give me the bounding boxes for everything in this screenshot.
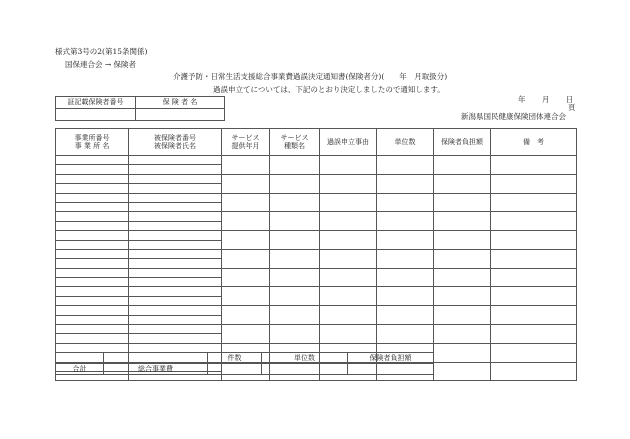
table-row	[56, 231, 577, 240]
table-cell	[434, 343, 491, 362]
date-month: 月	[541, 95, 550, 104]
column-header	[222, 129, 270, 156]
table-cell	[129, 231, 222, 240]
table-cell	[129, 156, 222, 165]
summary-units-label: 単位数	[262, 353, 348, 364]
table-cell	[129, 278, 222, 287]
table-cell	[129, 221, 222, 230]
date-line	[518, 96, 573, 104]
table-cell	[222, 249, 270, 268]
table-cell	[491, 343, 577, 362]
table-cell	[56, 184, 129, 193]
table-cell	[320, 249, 377, 268]
table-cell	[129, 193, 222, 202]
table-row	[56, 174, 577, 183]
table-cell	[129, 287, 222, 296]
column-header-line1: 備 考	[523, 137, 544, 146]
summary-total-label: 合計	[56, 364, 104, 375]
column-header	[270, 129, 320, 156]
table-body	[56, 156, 577, 381]
column-header-line1: 事業所番号	[74, 133, 110, 142]
table-cell	[270, 212, 320, 231]
table-cell	[56, 287, 129, 296]
table-cell	[56, 296, 129, 305]
table-cell	[56, 306, 129, 315]
table-cell	[270, 325, 320, 344]
table-cell	[377, 306, 434, 325]
table-cell	[377, 287, 434, 306]
decision-table	[55, 128, 577, 381]
table-cell	[377, 268, 434, 287]
table-cell	[56, 174, 129, 183]
table-cell	[434, 193, 491, 212]
insurer-number-value	[56, 109, 136, 121]
summary-category-label: 総合事業費	[104, 364, 208, 375]
table-cell	[491, 212, 577, 231]
table-cell	[270, 306, 320, 325]
table-cell	[434, 325, 491, 344]
table-cell	[56, 221, 129, 230]
table-cell	[434, 156, 491, 175]
table-cell	[270, 174, 320, 193]
table-cell	[491, 231, 577, 250]
table-cell	[222, 231, 270, 250]
summary-burden-label: 保険者負担額	[348, 353, 434, 364]
table-row	[56, 212, 577, 221]
table-cell	[56, 259, 129, 268]
table-row	[56, 325, 577, 334]
table-cell	[491, 362, 577, 381]
table-cell	[270, 287, 320, 306]
table-cell	[56, 240, 129, 249]
table-cell	[222, 193, 270, 212]
table-cell	[434, 249, 491, 268]
route-text: 国保連合会 → 保険者	[65, 60, 137, 69]
table-cell	[377, 325, 434, 344]
table-cell	[434, 212, 491, 231]
table-cell	[56, 325, 129, 334]
table-cell	[491, 193, 577, 212]
table-cell	[56, 231, 129, 240]
table-cell	[129, 240, 222, 249]
insurer-name-label: 保 険 者 名	[136, 97, 225, 109]
table-cell	[491, 156, 577, 175]
table-cell	[129, 174, 222, 183]
summary-burden-value	[348, 364, 434, 375]
summary-table	[55, 352, 434, 375]
table-row	[56, 249, 577, 258]
table-row	[56, 287, 577, 296]
table-cell	[56, 315, 129, 324]
summary-count-value	[208, 364, 262, 375]
column-header-line1: サービス	[231, 133, 260, 142]
table-cell	[491, 174, 577, 193]
table-header-row	[56, 129, 577, 156]
column-header-line1: 保険者負担額	[441, 137, 483, 146]
table-cell	[129, 212, 222, 221]
table-cell	[320, 193, 377, 212]
table-cell	[270, 156, 320, 175]
table-cell	[320, 287, 377, 306]
column-header-line1: 過誤申立事由	[327, 137, 369, 146]
table-cell	[129, 268, 222, 277]
summary-units-value	[262, 364, 348, 375]
table-cell	[56, 202, 129, 211]
insurer-info-table	[55, 96, 225, 121]
table-cell	[320, 268, 377, 287]
insurer-name-value	[136, 109, 225, 121]
table-cell	[434, 306, 491, 325]
table-cell	[222, 212, 270, 231]
table-cell	[320, 156, 377, 175]
column-header	[434, 129, 491, 156]
table-cell	[377, 193, 434, 212]
table-cell	[129, 334, 222, 343]
table-cell	[222, 156, 270, 175]
summary-blank-2	[104, 353, 208, 364]
table-cell	[222, 174, 270, 193]
column-header-line1: サービス	[280, 133, 309, 142]
table-cell	[129, 184, 222, 193]
column-header-line2: 被保険者氏名	[154, 142, 196, 150]
table-cell	[320, 174, 377, 193]
table-cell	[434, 231, 491, 250]
insurer-number-label: 証記載保険者番号	[56, 97, 136, 109]
table-cell	[434, 174, 491, 193]
table-cell	[434, 268, 491, 287]
table-cell	[129, 259, 222, 268]
column-header	[129, 129, 222, 156]
table-row	[56, 268, 577, 277]
table-cell	[491, 287, 577, 306]
table-cell	[320, 306, 377, 325]
table-cell	[129, 315, 222, 324]
page-label: 頁	[568, 103, 576, 112]
table-cell	[222, 268, 270, 287]
table-cell	[129, 165, 222, 174]
table-cell	[270, 268, 320, 287]
date-day: 日	[565, 95, 574, 104]
form-number: 様式第3号の2(第15条関係)	[55, 47, 148, 56]
table-cell	[56, 278, 129, 287]
column-header-line1: 単位数	[394, 137, 416, 146]
table-cell	[56, 334, 129, 343]
table-cell	[491, 306, 577, 325]
table-cell	[491, 249, 577, 268]
table-row	[56, 156, 577, 165]
table-cell	[222, 325, 270, 344]
table-cell	[270, 193, 320, 212]
table-cell	[270, 231, 320, 250]
column-header-line2: 事 業 所 名	[74, 142, 110, 150]
table-cell	[491, 325, 577, 344]
table-cell	[56, 212, 129, 221]
table-cell	[129, 202, 222, 211]
table-cell	[377, 249, 434, 268]
table-cell	[377, 156, 434, 175]
column-header	[491, 129, 577, 156]
table-cell	[56, 165, 129, 174]
date-year: 年	[518, 95, 526, 104]
table-cell	[434, 362, 491, 381]
summary-count-label: 件数	[208, 353, 262, 364]
column-header-line2: 種類名	[284, 142, 305, 150]
column-header	[56, 129, 129, 156]
table-cell	[320, 212, 377, 231]
table-row	[56, 193, 577, 202]
table-cell	[377, 212, 434, 231]
table-row	[56, 306, 577, 315]
table-cell	[129, 306, 222, 315]
table-cell	[56, 249, 129, 258]
table-cell	[491, 268, 577, 287]
table-cell	[56, 193, 129, 202]
table-cell	[320, 325, 377, 344]
table-cell	[320, 231, 377, 250]
table-cell	[129, 249, 222, 258]
table-cell	[129, 296, 222, 305]
table-cell	[56, 156, 129, 165]
summary-blank-1	[56, 353, 104, 364]
issuer-name: 新潟県国民健康保険団体連合会	[461, 112, 566, 121]
table-cell	[222, 306, 270, 325]
table-cell	[270, 249, 320, 268]
column-header	[377, 129, 434, 156]
table-cell	[56, 268, 129, 277]
table-cell	[222, 287, 270, 306]
table-cell	[434, 287, 491, 306]
table-cell	[377, 174, 434, 193]
table-cell	[129, 325, 222, 334]
column-header	[320, 129, 377, 156]
table-cell	[377, 231, 434, 250]
column-header-line1: 被保険者番号	[154, 133, 196, 142]
notice-text: 過誤申立てについては、下記のとおり決定しましたので通知します。	[213, 85, 445, 94]
column-header-line2: 提供年月	[231, 142, 260, 150]
document-title: 介護予防・日常生活支援総合事業費過誤決定通知書(保険者分)( 年 月取扱分)	[173, 72, 448, 81]
